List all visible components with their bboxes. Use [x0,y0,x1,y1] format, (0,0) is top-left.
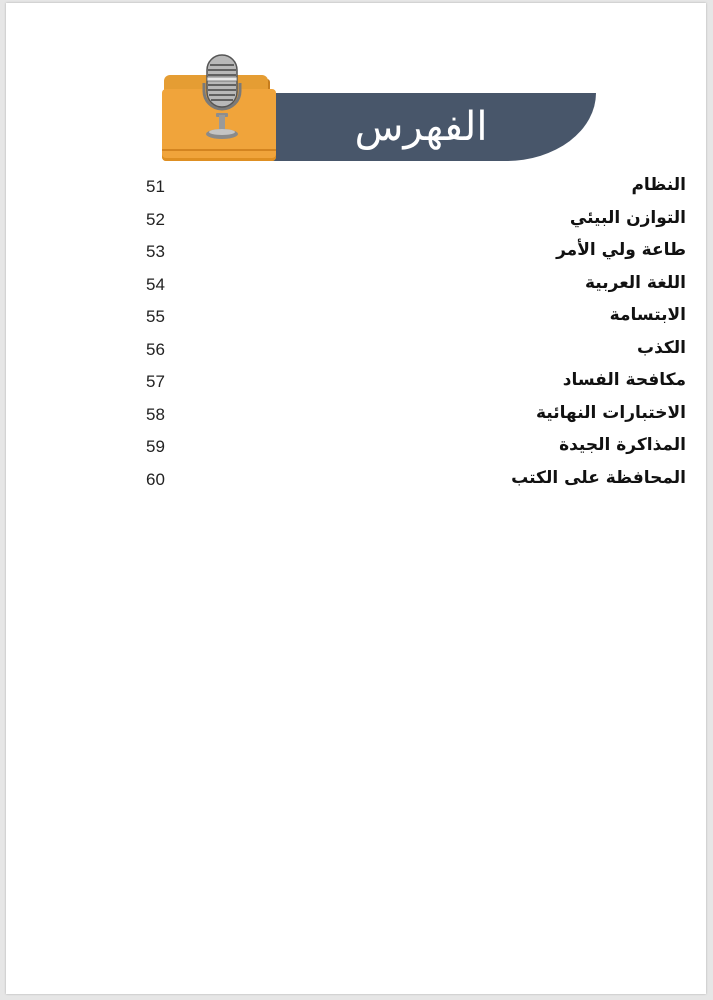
toc-entry-page: 59 [146,437,165,456]
document-page [6,3,706,994]
page-title: الفهرس [354,104,488,150]
toc-entry[interactable] [136,173,696,206]
toc-entry-page: 53 [146,242,165,261]
toc-entry[interactable] [136,433,696,466]
toc-entry[interactable] [136,271,696,304]
toc-entry-page: 56 [146,339,165,359]
toc-entry-title: طاعة ولي الأمر [556,240,686,260]
toc-entry-page: 55 [146,307,165,326]
toc-entry-title: المذاكرة الجيدة [559,435,686,455]
toc-entry-title: الاختبارات النهائية [535,402,686,423]
toc-entry-title: الابتسامة [609,305,686,325]
toc-entry-page: 57 [146,372,165,391]
toc-entry-title: التوازن البيئي [569,207,686,228]
toc-entry-title: مكافحة الفساد [562,370,686,390]
microphone-icon [196,53,248,145]
toc-entry-title: النظام [631,175,686,195]
toc-entry-page: 52 [146,209,165,229]
toc-entry[interactable] [136,303,696,336]
toc-entry-title: الكذب [637,337,686,358]
toc-entry[interactable] [136,466,696,499]
toc-entry[interactable] [136,401,696,434]
toc-entry-page: 58 [146,404,165,424]
toc-entry-page: 54 [146,274,165,294]
toc-entry[interactable] [136,336,696,369]
table-of-contents [136,173,696,498]
folder-crease [162,149,276,151]
toc-entry-page: 51 [146,177,165,196]
toc-entry-title: المحافظة على الكتب [511,467,686,488]
toc-entry-title: اللغة العربية [585,272,686,293]
toc-entry-page: 60 [146,469,165,489]
toc-entry[interactable] [136,238,696,271]
toc-entry[interactable] [136,368,696,401]
toc-entry[interactable] [136,206,696,239]
